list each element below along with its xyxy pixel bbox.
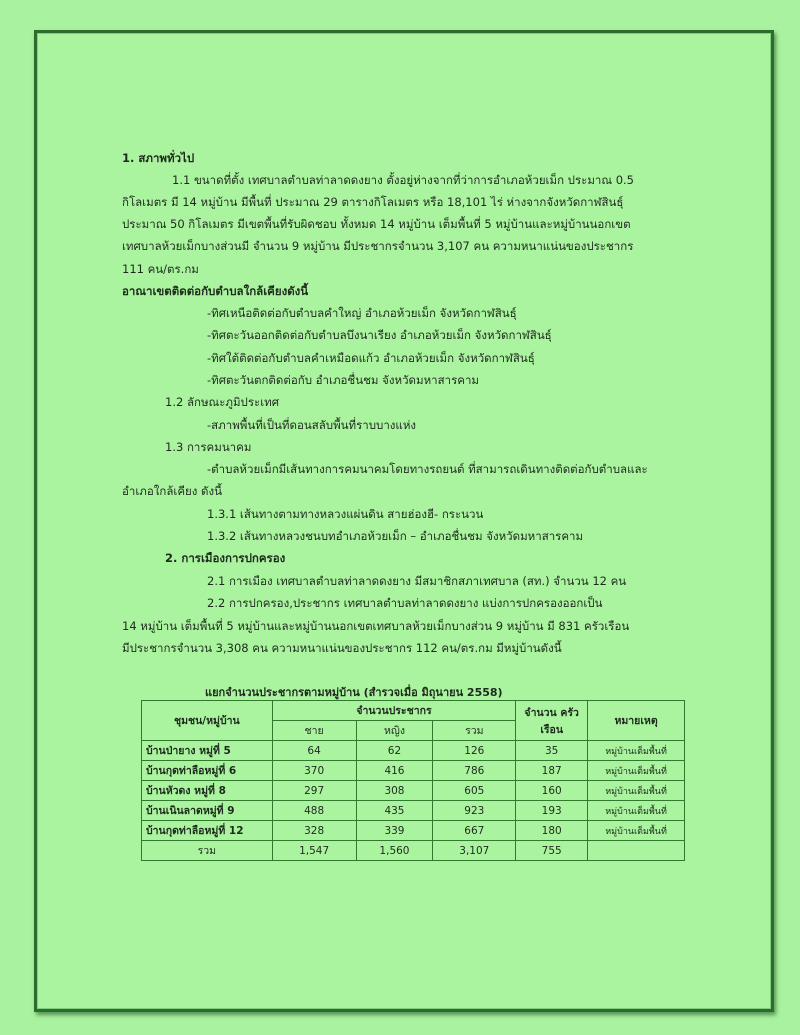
household-count: 180 <box>516 821 588 841</box>
subsection-1-3-text: -ตำบลห้วยเม็กมีเส้นทางการคมนาคมโดยทางรถยนต์ ที่สามารถเดินทางติดต่อกับตำบลและ <box>207 462 648 476</box>
header-households: จำนวน ครัวเรือน <box>516 701 588 741</box>
subsection-1-3-text: อำเภอใกล้เคียง ดังนี้ <box>122 484 222 498</box>
header-remark: หมายเหตุ <box>588 701 685 741</box>
remark: หมู่บ้านเต็มพื้นที่ <box>588 741 685 761</box>
boundary-item: -ทิศตะวันออกติดต่อกับตำบลบึงนาเรียง อำเภอห้วยเม็ก จังหวัดกาฬสินธุ์ <box>207 328 552 342</box>
table-caption: แยกจำนวนประชากรตามหมู่บ้าน (สำรวจเมื่อ มิถุนายน 2558) <box>205 686 503 699</box>
header-male: ชาย <box>272 721 356 741</box>
table-row <box>142 821 685 841</box>
remark-total <box>588 841 685 861</box>
section-2-heading: 2. การเมืองการปกครอง <box>165 551 286 565</box>
female-count: 339 <box>356 821 433 841</box>
remark: หมู่บ้านเต็มพื้นที่ <box>588 801 685 821</box>
male-total: 1,547 <box>272 841 356 861</box>
subsection-1-2-text: -สภาพพื้นที่เป็นที่ดอนสลับพื้นที่ราบบางแห่ง <box>207 418 417 432</box>
male-count: 297 <box>272 781 356 801</box>
route-item: 1.3.2 เส้นทางหลวงชนบทอำเภอห้วยเม็ก – อำเภอชื่นชม จังหวัดมหาสารคาม <box>207 529 584 543</box>
total-count: 786 <box>433 761 516 781</box>
paragraph-line: 2.1 การเมือง เทศบาลตำบลท่าลาดดงยาง มีสมาชิกสภาเทศบาล (สท.) จำนวน 12 คน <box>207 574 627 588</box>
table-row <box>142 781 685 801</box>
paragraph-line: เทศบาลห้วยเม็กบางส่วนมี จำนวน 9 หมู่บ้าน มีประชากรจำนวน 3,107 คน ความหนาแน่นของประชากร <box>122 239 634 253</box>
table-row <box>142 761 685 781</box>
boundary-heading: อาณาเขตติดต่อกับตำบลใกล้เคียงดังนี้ <box>122 284 309 298</box>
total-count: 126 <box>433 741 516 761</box>
section-1-heading: 1. สภาพทั่วไป <box>122 151 195 165</box>
paragraph-line: 1.1 ขนาดที่ตั้ง เทศบาลตำบลท่าลาดดงยาง ตั้งอยู่ห่างจากที่ว่าการอำเภอห้วยเม็ก ประมาณ 0.5 <box>172 173 634 187</box>
village-name: บ้านเนินลาดหมู่ที่ 9 <box>142 801 273 821</box>
remark: หมู่บ้านเต็มพื้นที่ <box>588 781 685 801</box>
total-count: 923 <box>433 801 516 821</box>
female-count: 416 <box>356 761 433 781</box>
male-count: 64 <box>272 741 356 761</box>
remark: หมู่บ้านเต็มพื้นที่ <box>588 761 685 781</box>
household-count: 187 <box>516 761 588 781</box>
male-count: 370 <box>272 761 356 781</box>
header-female: หญิง <box>356 721 433 741</box>
paragraph-line: 2.2 การปกครอง,ประชากร เทศบาลตำบลท่าลาดดงยาง แบ่งการปกครองออกเป็น <box>207 596 603 610</box>
household-count: 160 <box>516 781 588 801</box>
male-count: 488 <box>272 801 356 821</box>
total-label: รวม <box>142 841 273 861</box>
paragraph-line: กิโลเมตร มี 14 หมู่บ้าน มีพื้นที่ ประมาณ 29 ตารางกิโลเมตร หรือ 18,101 ไร่ ห่างจากจังหวัดกาฬสินธุ์ <box>122 195 624 209</box>
population-table <box>141 700 685 861</box>
households-total: 755 <box>516 841 588 861</box>
paragraph-line: 14 หมู่บ้าน เต็มพื้นที่ 5 หมู่บ้านและหมู่บ้านนอกเขตเทศบาลห้วยเม็กบางส่วน 9 หมู่บ้าน มี 831 ครัวเรือน <box>122 619 630 633</box>
grand-total: 3,107 <box>433 841 516 861</box>
header-village: ชุมชน/หมู่บ้าน <box>142 701 273 741</box>
female-count: 62 <box>356 741 433 761</box>
household-count: 193 <box>516 801 588 821</box>
village-name: บ้านกุดท่าลือหมู่ที่ 6 <box>142 761 273 781</box>
header-population: จำนวนประชากร <box>272 701 516 721</box>
total-row <box>142 841 685 861</box>
village-name: บ้านป่ายาง หมู่ที่ 5 <box>142 741 273 761</box>
total-count: 605 <box>433 781 516 801</box>
female-count: 308 <box>356 781 433 801</box>
village-name: บ้านหัวดง หมู่ที่ 8 <box>142 781 273 801</box>
table-row <box>142 741 685 761</box>
total-count: 667 <box>433 821 516 841</box>
paragraph-line: ประมาณ 50 กิโลเมตร มีเขตพื้นที่รับผิดชอบ ทั้งหมด 14 หมู่บ้าน เต็มพื้นที่ 5 หมู่บ้านและหมู่บ้านนอกเขต <box>122 217 631 231</box>
remark: หมู่บ้านเต็มพื้นที่ <box>588 821 685 841</box>
female-count: 435 <box>356 801 433 821</box>
male-count: 328 <box>272 821 356 841</box>
village-name: บ้านกุดท่าลือหมู่ที่ 12 <box>142 821 273 841</box>
boundary-item: -ทิศใต้ติดต่อกับตำบลคำเหมือดแก้ว อำเภอห้วยเม็ก จังหวัดกาฬสินธุ์ <box>207 351 535 365</box>
subsection-1-3-heading: 1.3 การคมนาคม <box>165 440 252 454</box>
paragraph-line: มีประชากรจำนวน 3,308 คน ความหนาแน่นของประชากร 112 คน/ตร.กม มีหมู่บ้านดังนี้ <box>122 641 562 655</box>
paragraph-line: 111 คน/ตร.กม <box>122 262 199 276</box>
table-row <box>142 801 685 821</box>
route-item: 1.3.1 เส้นทางตามทางหลวงแผ่นดิน สายฮ่องฮี- กระนวน <box>207 507 484 521</box>
boundary-item: -ทิศตะวันตกติดต่อกับ อำเภอชื่นชม จังหวัดมหาสารคาม <box>207 373 480 387</box>
household-count: 35 <box>516 741 588 761</box>
female-total: 1,560 <box>356 841 433 861</box>
header-total: รวม <box>433 721 516 741</box>
subsection-1-2-heading: 1.2 ลักษณะภูมิประเทศ <box>165 395 280 409</box>
boundary-item: -ทิศเหนือติดต่อกับตำบลคำใหญ่ อำเภอห้วยเม็ก จังหวัดกาฬสินธุ์ <box>207 306 517 320</box>
